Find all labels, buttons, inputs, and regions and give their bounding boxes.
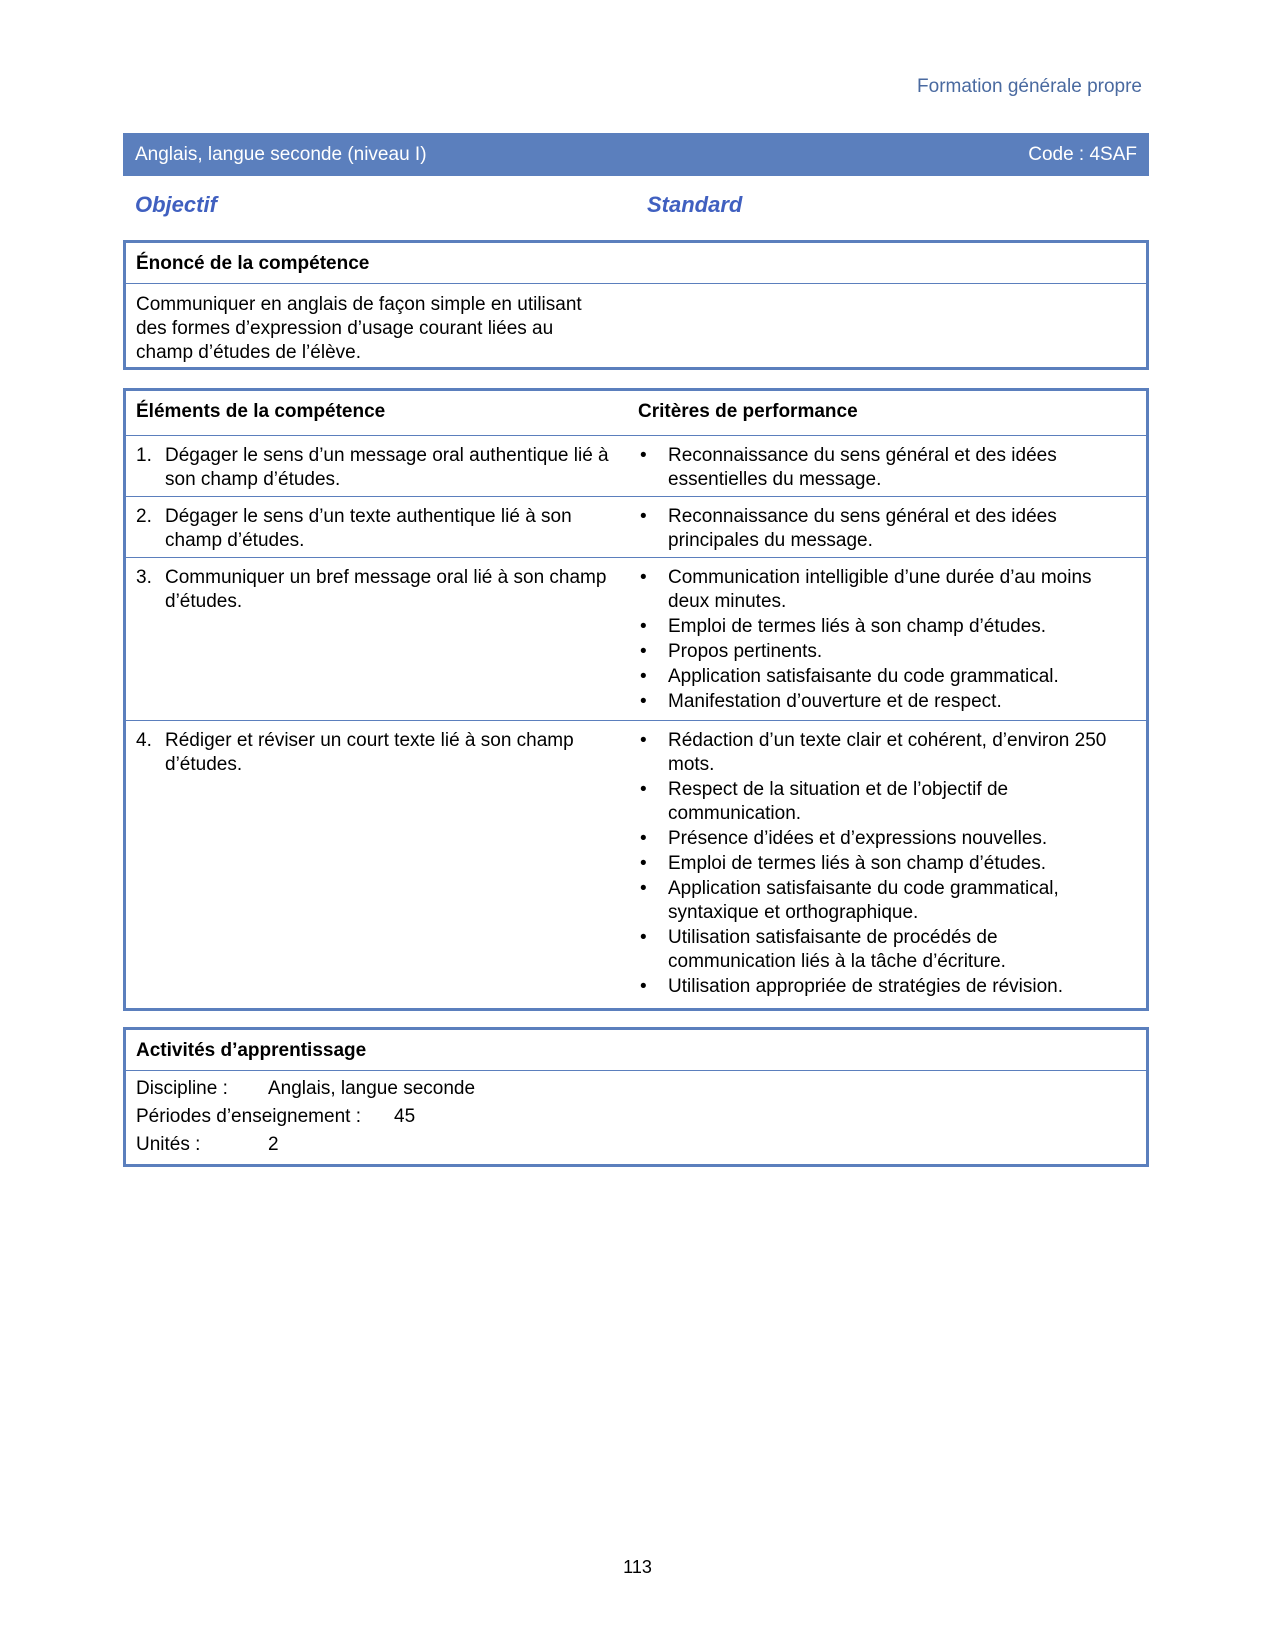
discipline-value: Anglais, langue seconde [268,1078,476,1099]
bullet-icon: • [640,616,647,637]
enonce-box [123,240,1149,370]
table-row [126,436,1146,497]
criterion-item: • Utilisation appropriée de stratégies de révision. [640,976,1063,997]
elements-table [123,388,1149,1011]
element-text: 1. Dégager le sens d’un message oral authentique lié à son champ d’études. [136,445,609,490]
element-number: 3. [136,567,152,588]
criterion-item: • Reconnaissance du sens général et des idées essentielles du message. [640,445,1057,490]
enonce-text [126,284,636,365]
criterion-item: • Présence d’idées et d’expressions nouvelles. [640,828,1048,849]
bullet-icon: • [640,506,647,527]
element-number: 4. [136,730,152,751]
enonce-line: Communiquer en anglais de façon simple en utilisant [136,294,582,315]
course-title-bar [123,133,1149,176]
bullet-icon: • [640,445,647,466]
element-number: 1. [136,445,152,466]
elements-header-row [126,391,1146,436]
criteria-column-header: Critères de performance [638,401,858,422]
activites-title: Activités d’apprentissage [126,1030,1146,1071]
periodes-label: Périodes d’enseignement : [136,1106,361,1127]
unites-value: 2 [268,1134,279,1155]
criteria-list [638,505,1108,554]
bullet-icon: • [640,878,647,899]
criterion-item: • Communication intelligible d’une durée d’au moins deux minutes. [640,567,1092,612]
unites-line [126,1131,1146,1159]
criteria-list [638,566,1108,715]
criteria-list [638,444,1108,493]
bullet-icon: • [640,567,647,588]
column-headings [135,192,1135,220]
criterion-item: • Application satisfaisante du code grammatical, syntaxique et orthographique. [640,878,1059,923]
criterion-item: • Application satisfaisante du code grammatical. [640,666,1059,687]
discipline-line [126,1075,1146,1103]
discipline-label: Discipline : [136,1078,228,1099]
criterion-item: • Propos pertinents. [640,641,823,662]
element-text: 2. Dégager le sens d’un texte authentique lié à son champ d’études. [136,506,572,551]
element-number: 2. [136,506,152,527]
objectif-heading: Objectif [135,192,217,217]
table-row [126,721,1146,1006]
course-code: Code : 4SAF [1028,143,1137,165]
criterion-item: • Emploi de termes liés à son champ d’études. [640,853,1047,874]
criterion-item: • Emploi de termes liés à son champ d’études. [640,616,1047,637]
criterion-item: • Manifestation d’ouverture et de respect. [640,691,1002,712]
element-text: 4. Rédiger et réviser un court texte lié à son champ d’études. [136,730,574,775]
table-row [126,558,1146,721]
bullet-icon: • [640,641,647,662]
activites-box [123,1027,1149,1167]
periodes-line [126,1103,1146,1131]
periodes-value: 45 [394,1106,416,1127]
table-row [126,497,1146,558]
criteria-list [638,729,1108,1000]
bullet-icon: • [640,730,647,751]
bullet-icon: • [640,976,647,997]
elements-column-header: Éléments de la compétence [136,401,386,422]
criterion-item: • Utilisation satisfaisante de procédés de communication liés à la tâche d’écriture. [640,927,1006,972]
enonce-title: Énoncé de la compétence [126,243,1146,284]
page-number: 113 [623,1557,652,1577]
bullet-icon: • [640,853,647,874]
bullet-icon: • [640,927,647,948]
standard-heading: Standard [647,192,743,217]
criterion-item: • Reconnaissance du sens général et des idées principales du message. [640,506,1057,551]
section-header: Formation générale propre [917,76,1142,97]
enonce-line: champ d’études de l’élève. [136,342,361,363]
unites-label: Unités : [136,1134,201,1155]
element-text: 3. Communiquer un bref message oral lié à son champ d’études. [136,567,607,612]
bullet-icon: • [640,666,647,687]
bullet-icon: • [640,691,647,712]
course-name: Anglais, langue seconde (niveau I) [135,143,427,165]
bullet-icon: • [640,779,647,800]
bullet-icon: • [640,828,647,849]
criterion-item: • Respect de la situation et de l’objectif de communication. [640,779,1009,824]
enonce-line: des formes d’expression d’usage courant liées au [136,318,554,339]
criterion-item: • Rédaction d’un texte clair et cohérent, d’environ 250 mots. [640,730,1107,775]
